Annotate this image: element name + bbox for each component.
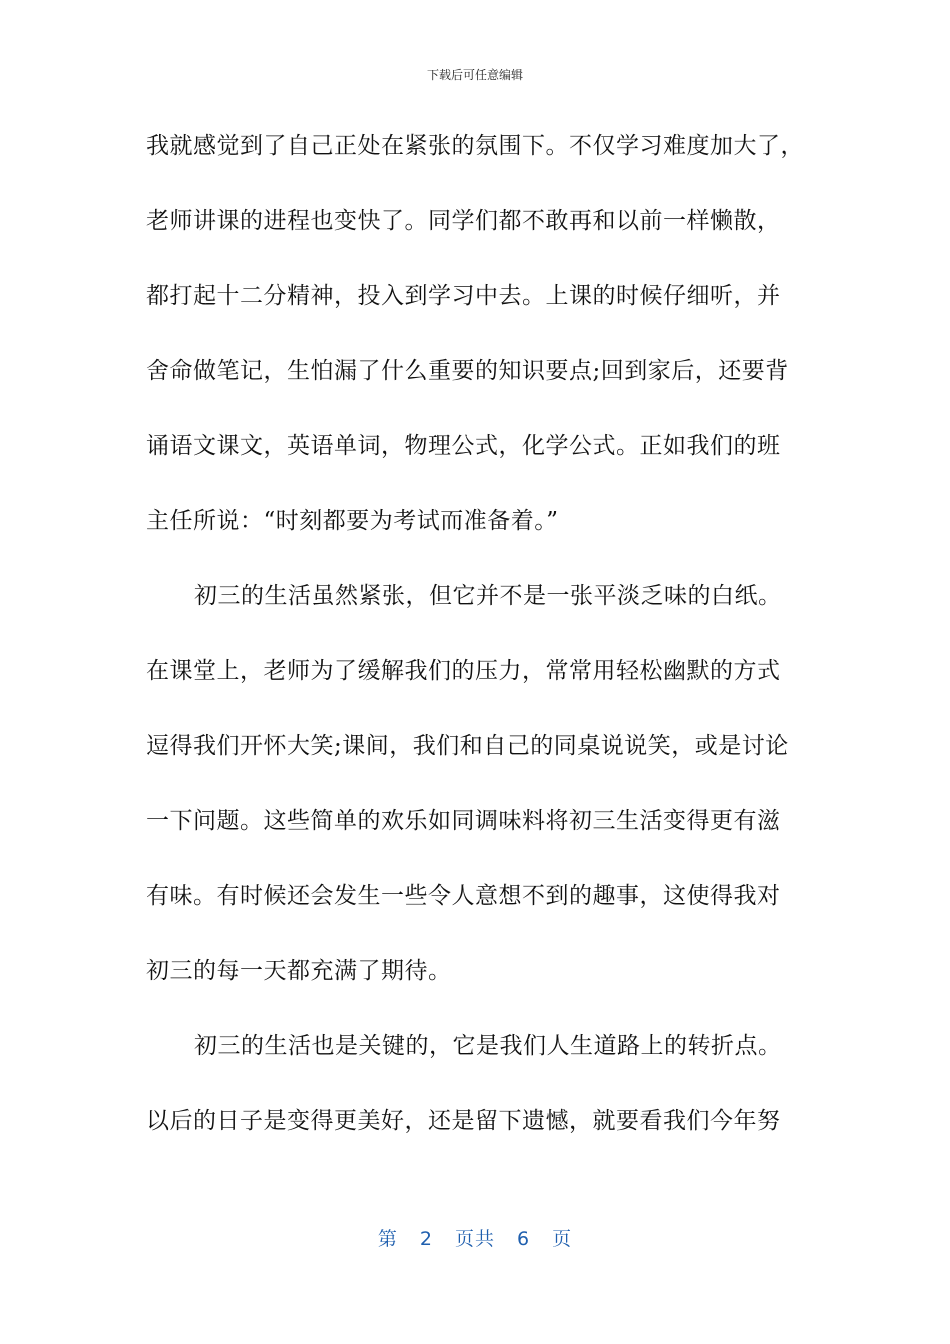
- text-line-4: 舍命做笔记，生怕漏了什么重要的知识要点;回到家后，还要背: [146, 358, 789, 384]
- text-line-3: 都打起十二分精神，投入到学习中去。上课的时候仔细听，并: [146, 283, 781, 309]
- footer-label-middle: 页共: [454, 1228, 495, 1250]
- text-line-6: 主任所说：“时刻都要为考试而准备着。”: [146, 508, 559, 534]
- page-header: 下载后可任意编辑: [426, 68, 523, 82]
- footer-label-before: 第: [377, 1228, 398, 1250]
- text-line-9: 逗得我们开怀大笑;课间，我们和自己的同桌说说笑，或是讨论: [146, 733, 789, 759]
- text-line-14: 以后的日子是变得更美好，还是留下遗憾，就要看我们今年努: [146, 1108, 781, 1134]
- text-line-8: 在课堂上，老师为了缓解我们的压力，常常用轻松幽默的方式: [146, 658, 781, 684]
- footer-label-after: 页: [552, 1228, 573, 1250]
- text-line-5: 诵语文课文，英语单词，物理公式，化学公式。正如我们的班: [146, 433, 781, 459]
- text-line-1: 我就感觉到了自己正处在紧张的氛围下。不仅学习难度加大了，: [146, 133, 804, 159]
- text-line-7-paragraph-start: 初三的生活虽然紧张，但它并不是一张平淡乏味的白纸。: [194, 583, 782, 609]
- text-line-2: 老师讲课的进程也变快了。同学们都不敢再和以前一样懒散，: [146, 208, 781, 234]
- text-line-10: 一下问题。这些简单的欢乐如同调味料将初三生活变得更有滋: [146, 808, 781, 834]
- text-line-13-paragraph-start: 初三的生活也是关键的，它是我们人生道路上的转折点。: [194, 1033, 782, 1059]
- text-line-12: 初三的每一天都充满了期待。: [146, 958, 452, 984]
- footer-total-pages: 6: [517, 1228, 531, 1250]
- footer-current-page: 2: [419, 1228, 433, 1250]
- text-line-11: 有味。有时候还会发生一些令人意想不到的趣事，这使得我对: [146, 883, 781, 909]
- page-footer: [0, 1224, 950, 1251]
- document-body: [146, 126, 818, 1176]
